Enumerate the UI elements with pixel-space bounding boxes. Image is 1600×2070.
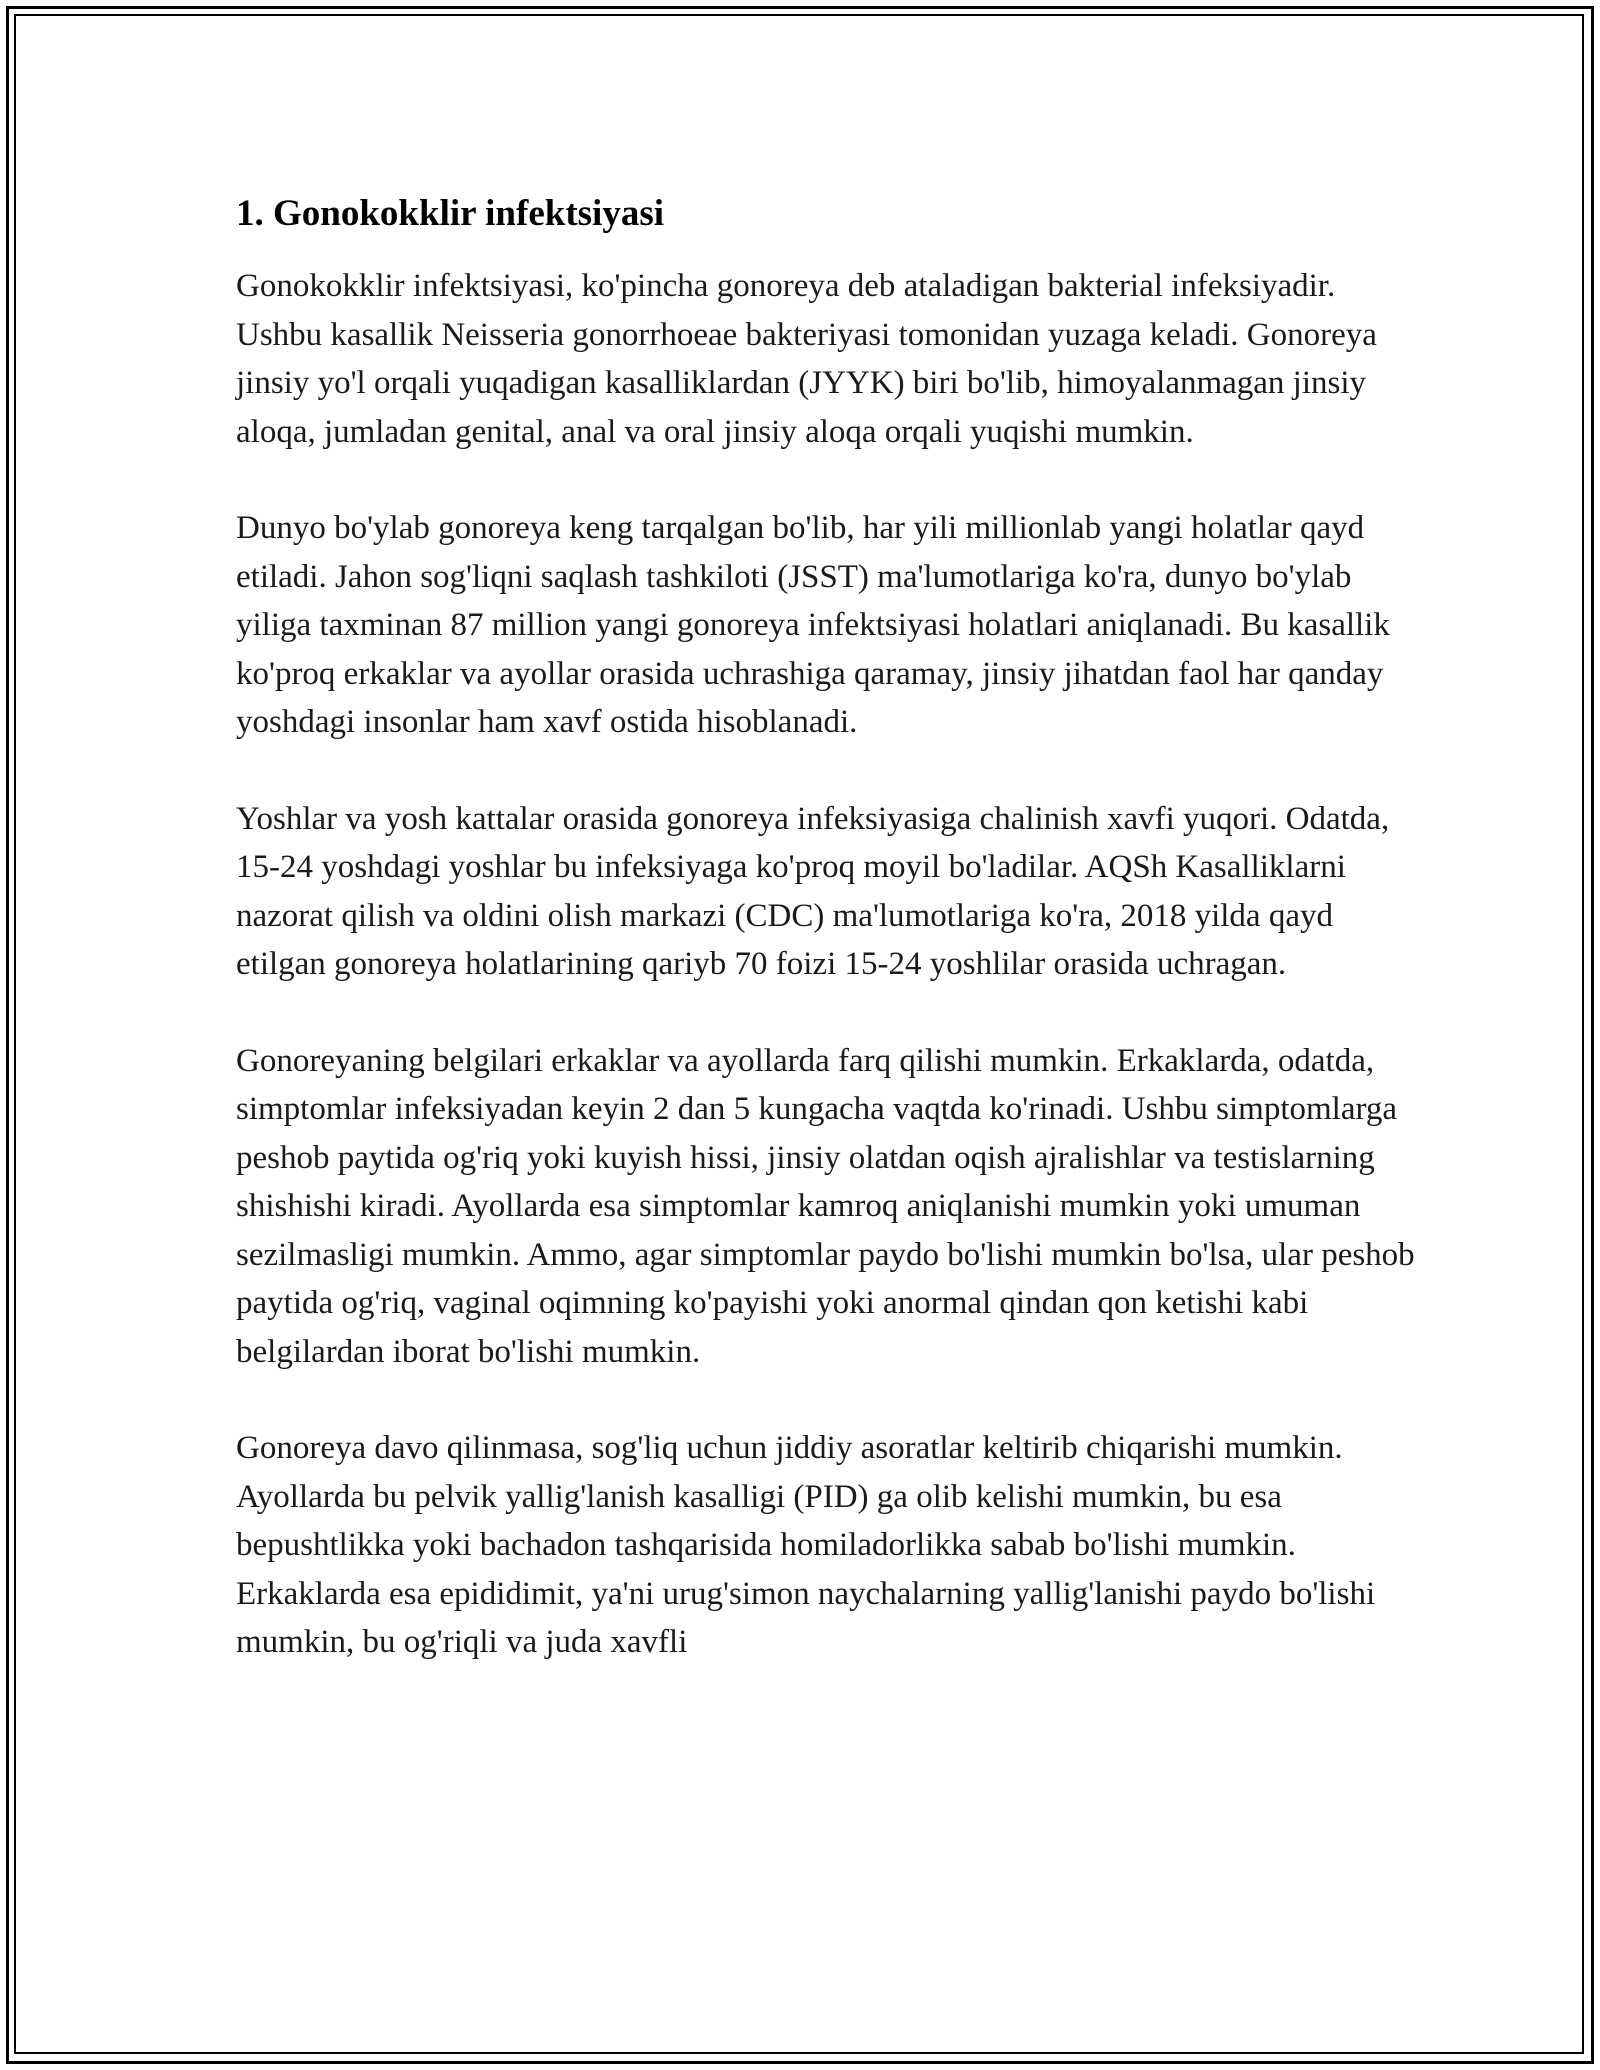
- paragraph-complications: Gonoreya davo qilinmasa, sog'liq uchun jiddiy asoratlar keltirib chiqarishi mumkin. Ayollarda bu pelvik yallig'lanish kasalligi (PID) ga olib kelishi mumkin, bu esa bepushtlikka yoki bachadon tashqarisida homiladorlikka sabab bo'lishi mumkin. Erkaklarda esa epididimit, ya'ni urug'simon naychalarning yallig'lanishi paydo bo'lishi mumkin, bu og'riqli va juda xavfli: [236, 1430, 1376, 1660]
- paragraph-introduction: Gonokokklir infektsiyasi, ko'pincha gonoreya deb ataladigan bakterial infeksiyadir. Ushbu kasallik Neisseria gonorrhoeae bakteriyasi tomonidan yuzaga keladi. Gonoreya jinsiy yo'l orqali yuqadigan kasalliklardan (JYYK) biri bo'lib, himoyalanmagan jinsiy aloqa, jumladan genital, anal va oral jinsiy aloqa orqali yuqishi mumkin.: [236, 268, 1377, 450]
- paragraph-symptoms: Gonoreyaning belgilari erkaklar va ayollarda farq qilishi mumkin. Erkaklarda, odatda, simptomlar infeksiyadan keyin 2 dan 5 kungacha vaqtda ko'rinadi. Ushbu simptomlarga peshob paytida og'riq yoki kuyish hissi, jinsiy olatdan oqish ajralishlar va testislarning shishishi kiradi. Ayollarda esa simptomlar kamroq aniqlanishi mumkin yoki umuman sezilmasligi mumkin. Ammo, agar simptomlar paydo bo'lishi mumkin bo'lsa, ular peshob paytida og'riq, vaginal oqimning ko'payishi yoki anormal qindan qon ketishi kabi belgilardan iborat bo'lishi mumkin.: [236, 1042, 1415, 1370]
- paragraph-prevalence: Dunyo bo'ylab gonoreya keng tarqalgan bo'lib, har yili millionlab yangi holatlar qayd etiladi. Jahon sog'liqni saqlash tashkiloti (JSST) ma'lumotlariga ko'ra, dunyo bo'ylab yiliga taxminan 87 million yangi gonoreya infektsiyasi holatlari aniqlanadi. Bu kasallik ko'proq erkaklar va ayollar orasida uchrashiga qaramay, jinsiy jihatdan faol har qanday yoshdagi insonlar ham xavf ostida hisoblanadi.: [236, 510, 1390, 740]
- paragraph-risk-groups: Yoshlar va yosh kattalar orasida gonoreya infeksiyasiga chalinish xavfi yuqori. Odatda, 15-24 yoshdagi yoshlar bu infeksiyaga ko'proq moyil bo'ladilar. AQSh Kasalliklarni nazorat qilish va oldini olish markazi (CDC) ma'lumotlariga ko'ra, 2018 yilda qayd etilgan gonoreya holatlarining qariyb 70 foizi 15-24 yoshlilar orasida uchragan.: [236, 800, 1390, 982]
- section-title: 1. Gonokokklir infektsiyasi: [236, 193, 665, 234]
- document-body: [236, 186, 1426, 1715]
